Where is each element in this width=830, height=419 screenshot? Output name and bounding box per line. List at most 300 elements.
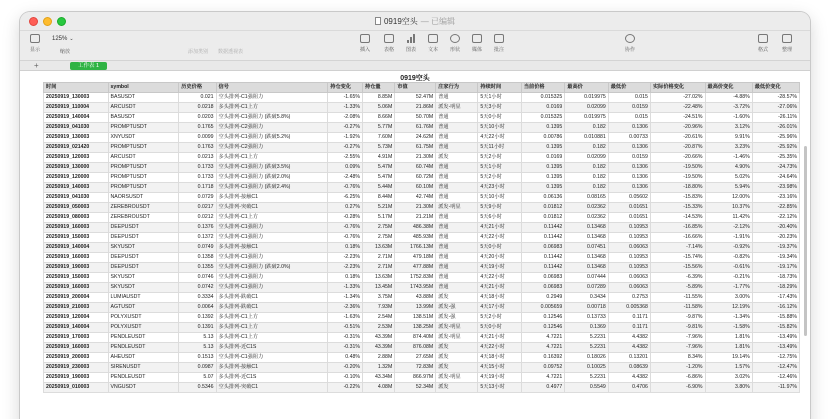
table-cell[interactable]: 4.7221: [521, 343, 564, 353]
table-cell[interactable]: 0.4706: [608, 383, 650, 393]
table-cell[interactable]: 4天22小时: [478, 343, 521, 353]
table-cell[interactable]: 20250919_230003: [44, 363, 109, 373]
table-cell[interactable]: 3.02%: [705, 373, 752, 383]
table-cell[interactable]: POLYXUSDT: [108, 313, 179, 323]
table-cell[interactable]: 0.18%: [328, 243, 363, 253]
table-cell[interactable]: 0.0987: [179, 363, 216, 373]
table-cell[interactable]: 60.74M: [395, 163, 436, 173]
table-cell[interactable]: -1.20%: [650, 363, 705, 373]
table-cell[interactable]: 2.75M: [363, 233, 395, 243]
table-cell[interactable]: 0.1733: [179, 163, 216, 173]
table-cell[interactable]: -17.43%: [752, 293, 799, 303]
table-cell[interactable]: 5天13小时: [478, 383, 521, 393]
table-cell[interactable]: -1.34%: [328, 293, 363, 303]
table-cell[interactable]: 24.62M: [395, 133, 436, 143]
table-cell[interactable]: -14.53%: [650, 213, 705, 223]
table-cell[interactable]: 0.1358: [179, 253, 216, 263]
table-cell[interactable]: 4.91M: [363, 153, 395, 163]
table-cell[interactable]: -1.77%: [705, 283, 752, 293]
table-cell[interactable]: 5.2231: [565, 333, 608, 343]
table-cell[interactable]: -1.60%: [705, 113, 752, 123]
table-cell[interactable]: -0.31%: [328, 343, 363, 353]
table-cell[interactable]: 0.09752: [521, 363, 564, 373]
table-cell[interactable]: 普通: [436, 163, 478, 173]
table-cell[interactable]: 0.1372: [179, 233, 216, 243]
table-cell[interactable]: 21.21M: [395, 213, 436, 223]
table-cell[interactable]: 0.3434: [565, 293, 608, 303]
table-cell[interactable]: -0.20%: [328, 363, 363, 373]
table-cell[interactable]: 0.019975: [565, 93, 608, 103]
shape-button[interactable]: 形状: [450, 34, 460, 53]
table-cell[interactable]: 0.08639: [608, 363, 650, 373]
table-cell[interactable]: 0.2753: [608, 293, 650, 303]
table-cell[interactable]: 普通: [436, 183, 478, 193]
table-cell[interactable]: -0.21%: [705, 273, 752, 283]
table-cell[interactable]: DEEPUSDT: [108, 253, 179, 263]
table-cell[interactable]: 5.77M: [363, 123, 395, 133]
table-cell[interactable]: 派发-明显: [436, 103, 478, 113]
table-cell[interactable]: SIRENUSDT: [108, 363, 179, 373]
table-cell[interactable]: 20250919_140004: [44, 113, 109, 123]
table-cell[interactable]: PENDLEUSDT: [108, 373, 179, 383]
insert-button[interactable]: 插入: [360, 34, 370, 53]
table-cell[interactable]: 0.1395: [521, 173, 564, 183]
table-cell[interactable]: 派发: [436, 343, 478, 353]
table-cell[interactable]: 20250919_130003: [44, 93, 109, 103]
table-cell[interactable]: 5天2小时: [478, 313, 521, 323]
table-cell[interactable]: 20250919_120000: [44, 173, 109, 183]
table-cell[interactable]: 7.60M: [363, 133, 395, 143]
table-cell[interactable]: 多头排列-跌破C1: [216, 303, 328, 313]
table-cell[interactable]: -0.76%: [328, 233, 363, 243]
table-cell[interactable]: 派发-明显: [436, 203, 478, 213]
table-cell[interactable]: 0.4977: [521, 383, 564, 393]
table-cell[interactable]: 8.34%: [650, 353, 705, 363]
table-cell[interactable]: 0.06063: [608, 273, 650, 283]
table-cell[interactable]: 20250919_170003: [44, 333, 109, 343]
table-cell[interactable]: 普通: [436, 193, 478, 203]
table-cell[interactable]: ZEREBROUSDT: [108, 213, 179, 223]
table-cell[interactable]: -13.49%: [752, 333, 799, 343]
table-cell[interactable]: -6.25%: [328, 193, 363, 203]
table-cell[interactable]: 普通: [436, 223, 478, 233]
table-cell[interactable]: 0.0212: [179, 213, 216, 223]
table-cell[interactable]: 0.11442: [521, 253, 564, 263]
table-cell[interactable]: 空头排列-突破C1: [216, 203, 328, 213]
table-cell[interactable]: 派发: [436, 383, 478, 393]
table-cell[interactable]: -16.66%: [650, 233, 705, 243]
table-cell[interactable]: 0.11442: [521, 233, 564, 243]
table-cell[interactable]: 4天22小时: [478, 273, 521, 283]
table-cell[interactable]: 派发-明显: [436, 323, 478, 333]
table-cell[interactable]: 5天0小时: [478, 323, 521, 333]
table-cell[interactable]: 3.23%: [705, 143, 752, 153]
table-cell[interactable]: AHEUSDT: [108, 353, 179, 363]
table-cell[interactable]: 0.12546: [521, 323, 564, 333]
table-cell[interactable]: 0.1765: [179, 123, 216, 133]
table-cell[interactable]: 普通: [436, 173, 478, 183]
column-header[interactable]: 持续时间: [478, 83, 521, 93]
table-cell[interactable]: 0.11442: [521, 223, 564, 233]
table-cell[interactable]: 5天6小时: [478, 213, 521, 223]
table-cell[interactable]: 0.015325: [521, 93, 564, 103]
table-cell[interactable]: -27.02%: [650, 93, 705, 103]
table-cell[interactable]: 0.09%: [328, 163, 363, 173]
table-cell[interactable]: 0.1306: [608, 143, 650, 153]
table-cell[interactable]: 13.45M: [363, 283, 395, 293]
table-cell[interactable]: -0.27%: [328, 123, 363, 133]
table-cell[interactable]: 0.48%: [328, 353, 363, 363]
format-button[interactable]: 格式: [758, 34, 768, 53]
table-cell[interactable]: 10.37%: [705, 203, 752, 213]
table-cell[interactable]: -0.82%: [705, 253, 752, 263]
table-cell[interactable]: 0.05602: [608, 193, 650, 203]
table-cell[interactable]: 0.10953: [608, 263, 650, 273]
table-cell[interactable]: 0.1718: [179, 183, 216, 193]
table-cell[interactable]: 多头排列-接触C1: [216, 363, 328, 373]
table-cell[interactable]: -2.48%: [328, 173, 363, 183]
table-cell[interactable]: 5天1小时: [478, 93, 521, 103]
table-cell[interactable]: -1.63%: [328, 313, 363, 323]
table-cell[interactable]: -9.87%: [650, 313, 705, 323]
table-cell[interactable]: -9.81%: [650, 323, 705, 333]
table-cell[interactable]: -1.33%: [328, 283, 363, 293]
table-cell[interactable]: -19.17%: [752, 263, 799, 273]
table-cell[interactable]: 5.44M: [363, 183, 395, 193]
table-cell[interactable]: 477.88M: [395, 263, 436, 273]
table-cell[interactable]: 20250919_130000: [44, 163, 109, 173]
table-cell[interactable]: -20.40%: [752, 223, 799, 233]
table-cell[interactable]: -19.50%: [650, 163, 705, 173]
table-cell[interactable]: 4天17小时: [478, 303, 521, 313]
table-cell[interactable]: 5.73M: [363, 143, 395, 153]
column-header[interactable]: 实际价格变化: [650, 83, 705, 93]
table-cell[interactable]: 5天9小时: [478, 203, 521, 213]
table-cell[interactable]: 0.182: [565, 143, 608, 153]
table-button[interactable]: 表格: [384, 34, 394, 53]
table-cell[interactable]: -2.23%: [328, 263, 363, 273]
table-cell[interactable]: 0.0159: [608, 153, 650, 163]
table-cell[interactable]: -6.86%: [650, 373, 705, 383]
table-cell[interactable]: 0.015: [608, 93, 650, 103]
table-cell[interactable]: 普通: [436, 283, 478, 293]
table-cell[interactable]: 486.38M: [395, 223, 436, 233]
table-cell[interactable]: 138.51M: [395, 313, 436, 323]
table-cell[interactable]: 多头排列-跌破C1: [216, 293, 328, 303]
table-cell[interactable]: -23.16%: [752, 193, 799, 203]
table-cell[interactable]: ZEREBROUSDT: [108, 203, 179, 213]
table-cell[interactable]: -20.61%: [650, 133, 705, 143]
add-category-button[interactable]: 添加类别: [188, 49, 209, 55]
table-cell[interactable]: 空头排列-C1上方: [216, 213, 328, 223]
table-cell[interactable]: 5.07: [179, 373, 216, 383]
table-cell[interactable]: 0.2949: [521, 293, 564, 303]
table-cell[interactable]: 3.00%: [705, 293, 752, 303]
table-cell[interactable]: -24.73%: [752, 163, 799, 173]
table-cell[interactable]: 0.27%: [328, 203, 363, 213]
table-cell[interactable]: 138.25M: [395, 323, 436, 333]
table-cell[interactable]: 0.06983: [521, 273, 564, 283]
table-cell[interactable]: 5天3小时: [478, 103, 521, 113]
table-cell[interactable]: 0.10025: [565, 363, 608, 373]
table-cell[interactable]: 0.0749: [179, 243, 216, 253]
table-cell[interactable]: 普通: [436, 143, 478, 153]
table-cell[interactable]: 20250919_190003: [44, 263, 109, 273]
table-cell[interactable]: 0.019975: [565, 113, 608, 123]
table-cell[interactable]: 5.17M: [363, 213, 395, 223]
table-cell[interactable]: 4天22小时: [478, 133, 521, 143]
table-cell[interactable]: 空头排列-C1强阻力: [216, 353, 328, 363]
table-cell[interactable]: 2.53M: [363, 323, 395, 333]
table-cell[interactable]: 4.7221: [521, 333, 564, 343]
table-cell[interactable]: 0.07451: [565, 243, 608, 253]
table-cell[interactable]: 0.0169: [521, 153, 564, 163]
table-cell[interactable]: 5.21M: [363, 203, 395, 213]
table-cell[interactable]: -2.55%: [328, 153, 363, 163]
table-cell[interactable]: 20250919_041030: [44, 193, 109, 203]
table-cell[interactable]: 0.00718: [565, 303, 608, 313]
table-cell[interactable]: 0.06983: [521, 283, 564, 293]
table-cell[interactable]: 4天18小时: [478, 293, 521, 303]
table-cell[interactable]: PROMPTUSDT: [108, 183, 179, 193]
chart-button[interactable]: 图表: [406, 34, 416, 53]
table-cell[interactable]: 8.66M: [363, 113, 395, 123]
column-header[interactable]: 持仓量: [363, 83, 395, 93]
table-cell[interactable]: -23.98%: [752, 183, 799, 193]
table-cell[interactable]: 0.1395: [521, 163, 564, 173]
table-cell[interactable]: 1752.83M: [395, 273, 436, 283]
view-button[interactable]: 显示: [30, 34, 40, 53]
table-cell[interactable]: 0.0159: [608, 103, 650, 113]
organize-button[interactable]: 整理: [782, 34, 792, 53]
table-cell[interactable]: 5.06M: [363, 103, 395, 113]
table-cell[interactable]: 5.47M: [363, 163, 395, 173]
table-cell[interactable]: 普通: [436, 123, 478, 133]
table-cell[interactable]: 空头排列-C2强阻力: [216, 123, 328, 133]
table-cell[interactable]: 4天21小时: [478, 223, 521, 233]
table-cell[interactable]: 874.40M: [395, 333, 436, 343]
table-cell[interactable]: 空头排列-C1强阻力 (跌破2.4%): [216, 183, 328, 193]
table-cell[interactable]: 4.7221: [521, 373, 564, 383]
table-cell[interactable]: 0.182: [565, 183, 608, 193]
table-cell[interactable]: 20250919_140004: [44, 323, 109, 333]
table-cell[interactable]: 0.010881: [565, 133, 608, 143]
table-cell[interactable]: 5天11小时: [478, 143, 521, 153]
table-cell[interactable]: -1.33%: [328, 103, 363, 113]
table-cell[interactable]: 9.91%: [705, 133, 752, 143]
table-cell[interactable]: 普通: [436, 113, 478, 123]
table-cell[interactable]: 0.07444: [565, 273, 608, 283]
table-cell[interactable]: -0.51%: [328, 323, 363, 333]
table-cell[interactable]: 479.18M: [395, 253, 436, 263]
table-cell[interactable]: -19.50%: [650, 173, 705, 183]
table-cell[interactable]: 派发-明显: [436, 373, 478, 383]
table-cell[interactable]: 20250919_150003: [44, 273, 109, 283]
table-cell[interactable]: 5天10小时: [478, 193, 521, 203]
table-cell[interactable]: 普通: [436, 213, 478, 223]
table-cell[interactable]: SKYUSDT: [108, 273, 179, 283]
table-cell[interactable]: -1.46%: [705, 153, 752, 163]
table-cell[interactable]: -0.10%: [328, 373, 363, 383]
table-cell[interactable]: 0.0169: [521, 103, 564, 113]
table-cell[interactable]: 4天21小时: [478, 333, 521, 343]
table-cell[interactable]: 43.88M: [395, 293, 436, 303]
table-cell[interactable]: 5.2231: [565, 343, 608, 353]
table-cell[interactable]: 多头排列-C1上方: [216, 313, 328, 323]
table-cell[interactable]: 20250919_160003: [44, 223, 109, 233]
table-cell[interactable]: VNGUSDT: [108, 383, 179, 393]
table-cell[interactable]: -25.92%: [752, 143, 799, 153]
table-cell[interactable]: AGTUSDT: [108, 303, 179, 313]
table-cell[interactable]: -15.74%: [650, 253, 705, 263]
table-cell[interactable]: 普通: [436, 253, 478, 263]
table-cell[interactable]: 61.75M: [395, 143, 436, 153]
table-cell[interactable]: 4.4382: [608, 343, 650, 353]
table-cell[interactable]: 0.1376: [179, 223, 216, 233]
scrollbar-thumb[interactable]: [804, 146, 807, 336]
table-cell[interactable]: 20250919_160003: [44, 253, 109, 263]
table-cell[interactable]: -16.12%: [752, 303, 799, 313]
table-cell[interactable]: 20250919_080003: [44, 213, 109, 223]
table-cell[interactable]: 20250919_130003: [44, 133, 109, 143]
table-cell[interactable]: -7.96%: [650, 333, 705, 343]
table-cell[interactable]: 20250919_160003: [44, 343, 109, 353]
table-cell[interactable]: 21.30M: [395, 153, 436, 163]
table-cell[interactable]: 派发: [436, 153, 478, 163]
table-cell[interactable]: 42.74M: [395, 193, 436, 203]
table-cell[interactable]: 0.1306: [608, 163, 650, 173]
table-cell[interactable]: 空头排列-C1强阻力 (跌破3.5%): [216, 163, 328, 173]
table-cell[interactable]: -13.49%: [752, 343, 799, 353]
table-cell[interactable]: 派发: [436, 293, 478, 303]
table-cell[interactable]: 0.11442: [521, 263, 564, 273]
collaborate-button[interactable]: 协作: [625, 34, 635, 53]
table-cell[interactable]: 20250919_120003: [44, 153, 109, 163]
table-cell[interactable]: 866.97M: [395, 373, 436, 383]
table-cell[interactable]: 0.0099: [179, 133, 216, 143]
table-cell[interactable]: 0.10953: [608, 253, 650, 263]
table-cell[interactable]: SKYUSDT: [108, 283, 179, 293]
table-cell[interactable]: 0.01651: [608, 213, 650, 223]
table-cell[interactable]: 普通: [436, 243, 478, 253]
table-cell[interactable]: -18.80%: [650, 183, 705, 193]
table-cell[interactable]: 0.182: [565, 173, 608, 183]
table-cell[interactable]: 21.86M: [395, 103, 436, 113]
table-cell[interactable]: -2.08%: [328, 113, 363, 123]
column-header[interactable]: 最低价: [608, 83, 650, 93]
table-cell[interactable]: -27.06%: [752, 103, 799, 113]
table-cell[interactable]: 0.0218: [179, 103, 216, 113]
table-cell[interactable]: 2.71M: [363, 253, 395, 263]
table-cell[interactable]: -12.46%: [752, 373, 799, 383]
table-cell[interactable]: 0.02099: [565, 103, 608, 113]
table-cell[interactable]: -2.12%: [705, 223, 752, 233]
table-cell[interactable]: -15.56%: [650, 263, 705, 273]
table-cell[interactable]: 20250919_050003: [44, 203, 109, 213]
table-cell[interactable]: 0.021: [179, 93, 216, 103]
table-cell[interactable]: 0.18%: [328, 273, 363, 283]
table-cell[interactable]: 1.81%: [705, 343, 752, 353]
table-cell[interactable]: 0.06983: [521, 243, 564, 253]
table-cell[interactable]: -0.76%: [328, 223, 363, 233]
table-cell[interactable]: 0.0729: [179, 193, 216, 203]
table-cell[interactable]: -4.88%: [705, 93, 752, 103]
table-cell[interactable]: -24.64%: [752, 173, 799, 183]
table-cell[interactable]: 20250919_010003: [44, 383, 109, 393]
table-cell[interactable]: 3.80%: [705, 383, 752, 393]
table-cell[interactable]: -1.58%: [705, 323, 752, 333]
table-cell[interactable]: 0.015325: [521, 113, 564, 123]
table-cell[interactable]: 多头排列-近C1S: [216, 343, 328, 353]
table-cell[interactable]: 0.0064: [179, 303, 216, 313]
table-cell[interactable]: 11.42%: [705, 213, 752, 223]
table-cell[interactable]: BASUSDT: [108, 113, 179, 123]
table-cell[interactable]: 1743.95M: [395, 283, 436, 293]
table-cell[interactable]: 0.1391: [179, 323, 216, 333]
table-cell[interactable]: 0.1392: [179, 313, 216, 323]
column-header[interactable]: 当前价格: [521, 83, 564, 93]
table-cell[interactable]: 0.005659: [521, 303, 564, 313]
table-cell[interactable]: PROMPTUSDT: [108, 173, 179, 183]
table-cell[interactable]: 0.1733: [179, 173, 216, 183]
table-cell[interactable]: -0.22%: [328, 383, 363, 393]
table-cell[interactable]: 4.4382: [608, 373, 650, 383]
table-cell[interactable]: -19.34%: [752, 253, 799, 263]
pivot-table-button[interactable]: 数据透视表: [218, 49, 244, 55]
table-cell[interactable]: 多头排列-C1上方: [216, 103, 328, 113]
table-cell[interactable]: 485.93M: [395, 233, 436, 243]
table-cell[interactable]: 0.00733: [608, 133, 650, 143]
table-cell[interactable]: BASUSDT: [108, 93, 179, 103]
table-cell[interactable]: 20250919_120004: [44, 313, 109, 323]
table-cell[interactable]: -20.23%: [752, 233, 799, 243]
table-cell[interactable]: 50.70M: [395, 113, 436, 123]
table-cell[interactable]: -18.73%: [752, 273, 799, 283]
table-cell[interactable]: -3.72%: [705, 103, 752, 113]
table-cell[interactable]: 4天23小时: [478, 183, 521, 193]
table-cell[interactable]: 0.005368: [608, 303, 650, 313]
table-cell[interactable]: 0.01812: [521, 203, 564, 213]
table-cell[interactable]: 多头排列-接触C1: [216, 243, 328, 253]
table-cell[interactable]: 43.39M: [363, 343, 395, 353]
table-cell[interactable]: 普通: [436, 263, 478, 273]
table-cell[interactable]: PROMPTUSDT: [108, 163, 179, 173]
table-cell[interactable]: PROMPTUSDT: [108, 123, 179, 133]
table-cell[interactable]: 0.1513: [179, 353, 216, 363]
table-cell[interactable]: 43.39M: [363, 333, 395, 343]
table-cell[interactable]: -26.11%: [752, 113, 799, 123]
table-cell[interactable]: -1.91%: [705, 233, 752, 243]
table-cell[interactable]: 12.19%: [705, 303, 752, 313]
table-cell[interactable]: 5天10小时: [478, 123, 521, 133]
table-cell[interactable]: 5.47M: [363, 173, 395, 183]
table-cell[interactable]: 4天18小时: [478, 353, 521, 363]
table-cell[interactable]: -25.35%: [752, 153, 799, 163]
table-cell[interactable]: -20.66%: [650, 153, 705, 163]
table-cell[interactable]: 8.85M: [363, 93, 395, 103]
table-cell[interactable]: -15.33%: [650, 203, 705, 213]
table-cell[interactable]: -28.57%: [752, 93, 799, 103]
table-cell[interactable]: 13.63M: [363, 243, 395, 253]
table-cell[interactable]: 5.02%: [705, 173, 752, 183]
table-cell[interactable]: -16.85%: [650, 223, 705, 233]
table-cell[interactable]: -7.96%: [650, 343, 705, 353]
table-cell[interactable]: 20250919_210003: [44, 303, 109, 313]
table-cell[interactable]: -0.76%: [328, 183, 363, 193]
column-header[interactable]: 时间: [44, 83, 109, 93]
table-cell[interactable]: DEEPUSDT: [108, 223, 179, 233]
table-cell[interactable]: 0.1171: [608, 313, 650, 323]
